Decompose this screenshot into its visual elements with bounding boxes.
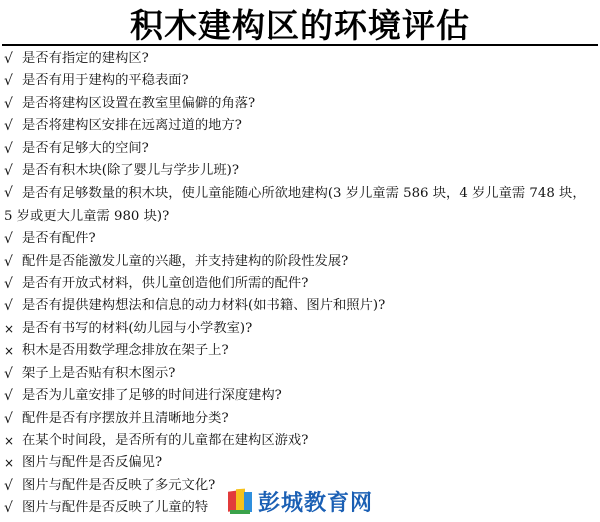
checklist-item-text: 是否有积木块(除了婴儿与学步儿班)? — [22, 163, 239, 179]
checklist-item-text: 是否将建构区设置在教室里偏僻的角落? — [22, 95, 256, 111]
checklist-item — [0, 115, 600, 137]
checklist-item — [0, 138, 600, 160]
watermark-logo-icon — [226, 486, 254, 516]
checklist-item-text: 是否有书写的材料(幼儿园与小学教室)? — [22, 320, 253, 336]
checklist-item-text: 是否有配件? — [22, 231, 96, 247]
check-mark-icon: √ — [4, 388, 13, 405]
check-mark-icon: √ — [4, 118, 13, 135]
watermark — [226, 484, 379, 518]
check-mark-icon: √ — [4, 185, 13, 202]
checklist-item-text: 配件是否有序摆放并且清晰地分类? — [22, 410, 229, 426]
checklist-item — [0, 182, 600, 228]
title-divider — [2, 44, 598, 46]
check-mark-icon: √ — [4, 500, 13, 517]
check-mark-icon: √ — [4, 410, 13, 427]
checklist-item-text: 图片与配件是否反映了多元文化? — [22, 477, 216, 493]
checklist-item-text: 图片与配件是否反映了儿童的特 — [22, 500, 209, 516]
check-mark-icon: √ — [4, 95, 13, 112]
checklist-item-text: 在某个时间段，是否所有的儿童都在建构区游戏? — [22, 432, 309, 448]
checklist-item-text: 是否有用于建构的平稳表面? — [22, 73, 189, 89]
check-mark-icon: √ — [4, 253, 13, 270]
check-mark-icon: √ — [4, 73, 13, 90]
checklist — [0, 48, 600, 520]
checklist-item-text: 是否有足够大的空间? — [22, 140, 149, 156]
checklist-item-text: 是否为儿童安排了足够的时间进行深度建构? — [22, 388, 282, 404]
check-mark-icon: √ — [4, 51, 13, 67]
check-mark-icon: √ — [4, 276, 13, 293]
checklist-item-text: 图片与配件是否反偏见? — [22, 455, 163, 471]
checklist-item — [0, 318, 600, 340]
checklist-item — [0, 340, 600, 362]
checklist-item — [0, 273, 600, 295]
checklist-item — [0, 251, 600, 273]
cross-mark-icon: × — [4, 321, 15, 336]
cross-mark-icon: × — [4, 456, 15, 471]
checklist-item-text: 积木是否用数学理念排放在架子上? — [22, 343, 229, 359]
checklist-item-text: 架子上是否贴有积木图示? — [22, 365, 176, 381]
checklist-item-text: 是否有指定的建构区? — [22, 51, 149, 66]
check-mark-icon: √ — [4, 163, 13, 180]
check-mark-icon: √ — [4, 298, 13, 315]
check-mark-icon: √ — [4, 365, 13, 382]
checklist-item-text: 是否将建构区安排在远离过道的地方? — [22, 118, 242, 134]
checklist-item — [0, 363, 600, 385]
checklist-item-text: 是否有开放式材料，供儿童创造他们所需的配件? — [22, 276, 309, 292]
checklist-item — [0, 385, 600, 407]
checklist-item — [0, 93, 600, 115]
check-mark-icon: √ — [4, 231, 13, 248]
checklist-item — [0, 452, 600, 474]
cross-mark-icon: × — [4, 433, 15, 448]
checklist-item — [0, 430, 600, 452]
checklist-item — [0, 160, 600, 182]
cross-mark-icon: × — [4, 344, 15, 359]
checklist-item — [0, 48, 600, 70]
watermark-text: 彭城教育网 — [258, 490, 374, 516]
checklist-item — [0, 408, 600, 430]
page-title: 积木建构区的环境评估 — [130, 6, 470, 45]
checklist-item — [0, 295, 600, 317]
check-mark-icon: √ — [4, 140, 13, 157]
check-mark-icon: √ — [4, 477, 13, 494]
checklist-item-text: 配件是否能激发儿童的兴趣，并支持建构的阶段性发展? — [22, 253, 349, 269]
checklist-item-text: 是否有足够数量的积木块，使儿童能随心所欲地建构(3 岁儿童需 586 块，4 岁儿童需 748 块，5 岁或更大儿童需 980 块)? — [4, 186, 586, 224]
checklist-item — [0, 228, 600, 250]
checklist-item-text: 是否有提供建构想法和信息的动力材料(如书籍、图片和照片)? — [22, 298, 386, 314]
checklist-item — [0, 70, 600, 92]
